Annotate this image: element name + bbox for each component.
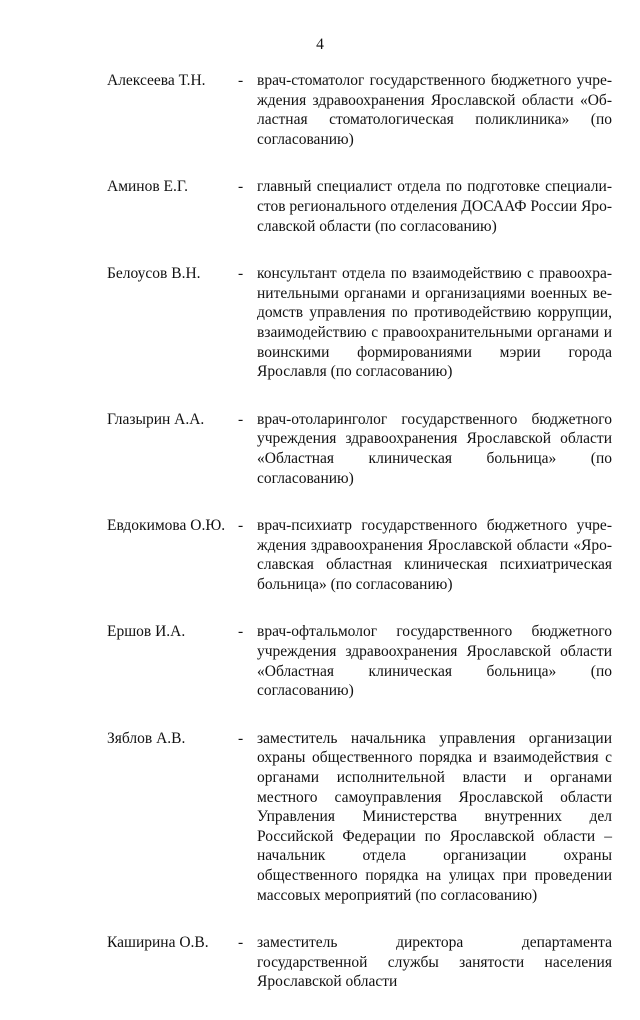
list-item (107, 410, 612, 488)
dash-separator: - (238, 410, 244, 428)
list-item (107, 71, 612, 149)
member-position: консультант отдела по взаимодействию с правоохранительными органами и организациями военных ведомств управления по противодействию коррупции, взаимодействию с правоохранительными органами и воинскими формированиями мэрии города Ярославля (по согласованию) (257, 265, 612, 381)
list-item (107, 177, 612, 236)
list-item (107, 933, 612, 992)
dash-separator: - (238, 265, 244, 283)
dash-separator: - (238, 178, 244, 196)
list-item (107, 622, 612, 700)
member-list (107, 71, 612, 1020)
list-item (107, 264, 612, 382)
list-item (107, 516, 612, 594)
member-position: заместитель директора департамента государственной службы занятости населения Ярославской области (257, 934, 612, 991)
member-name: Каширина О.В. (107, 934, 209, 952)
member-name: Евдокимова О.Ю. (107, 517, 226, 535)
member-name: Алексеева Т.Н. (107, 72, 206, 89)
member-name: Аминов Е.Г. (107, 178, 188, 196)
member-position: заместитель начальника управления организации охраны общественного порядка и взаимодействия с органами исполнительной власти и органами местного самоуправления Ярославской области Управления Министерства внутренних дел Российской Федерации по Ярославской области – начальник отдела организации охраны общественного порядка на улицах при проведении массовых мероприятий (по согласованию) (257, 729, 612, 904)
member-name: Зяблов А.В. (107, 729, 186, 747)
dash-separator: - (238, 72, 244, 89)
member-position: врач-стоматолог государственного бюджетного учреждения здравоохранения Ярославской области «Областная стоматологическая поликлиника» (по согласованию) (257, 72, 612, 148)
page-number: 4 (316, 36, 324, 53)
dash-separator: - (238, 934, 244, 952)
member-name: Белоусов В.Н. (107, 265, 201, 283)
dash-separator: - (238, 517, 244, 535)
member-position: главный специалист отдела по подготовке специалистов регионального отделения ДОСААФ России Ярославской области (по согласованию) (257, 178, 612, 235)
dash-separator: - (238, 729, 244, 747)
member-name: Глазырин А.А. (107, 410, 205, 428)
member-position: врач-офтальмолог государственного бюджетного учреждения здравоохранения Ярославской области «Областная клиническая больница» (по согласованию) (257, 623, 612, 700)
member-position: врач-психиатр государственного бюджетного учреждения здравоохранения Ярославской области «Ярославская областная клиническая психиатрическая больница» (по согласованию) (257, 517, 612, 593)
member-name: Ершов И.А. (107, 623, 186, 641)
member-position: врач-отоларинголог государственного бюджетного учреждения здравоохранения Ярославской области «Областная клиническая больница» (по согласованию) (257, 410, 612, 487)
dash-separator: - (238, 623, 244, 641)
list-item (107, 729, 612, 905)
